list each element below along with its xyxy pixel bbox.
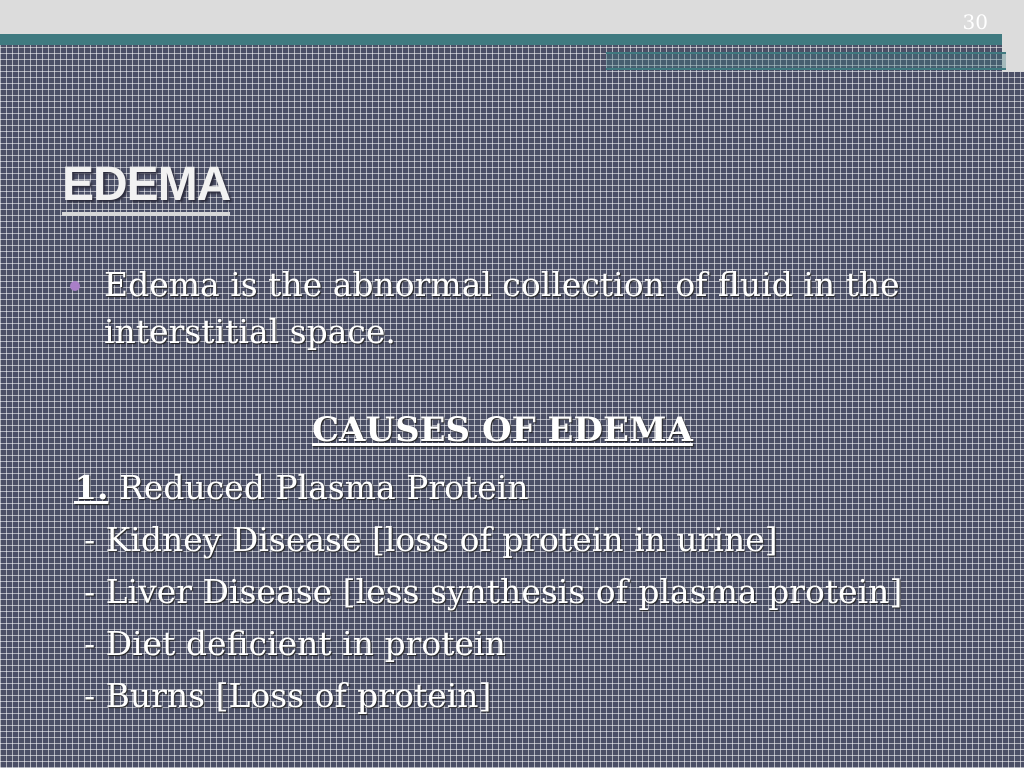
- bullet-icon: [70, 281, 80, 291]
- cause-title: Reduced Plasma Protein: [108, 468, 529, 507]
- slide-header-bar: [0, 0, 1024, 34]
- cause-sub-item: - Diet deficient in protein: [84, 624, 506, 663]
- causes-heading: CAUSES OF EDEMA: [312, 410, 693, 450]
- slide-title: EDEMA: [62, 160, 230, 216]
- header-accent-line: [606, 52, 1006, 70]
- teal-accent-band: [0, 34, 1024, 45]
- definition-bullet: [70, 262, 950, 356]
- cause-sub-item: - Kidney Disease [loss of protein in urine]: [84, 520, 778, 559]
- cause-sub-item: - Liver Disease [less synthesis of plasma protein]: [84, 572, 903, 611]
- cause-list: [74, 465, 974, 725]
- definition-text: Edema is the abnormal collection of fluid in the interstitial space.: [104, 265, 900, 351]
- cause-item: [74, 465, 974, 517]
- cause-number: 1.: [74, 468, 109, 507]
- slide-number: 30: [962, 10, 988, 34]
- cause-sub-item: - Burns [Loss of protein]: [84, 676, 492, 715]
